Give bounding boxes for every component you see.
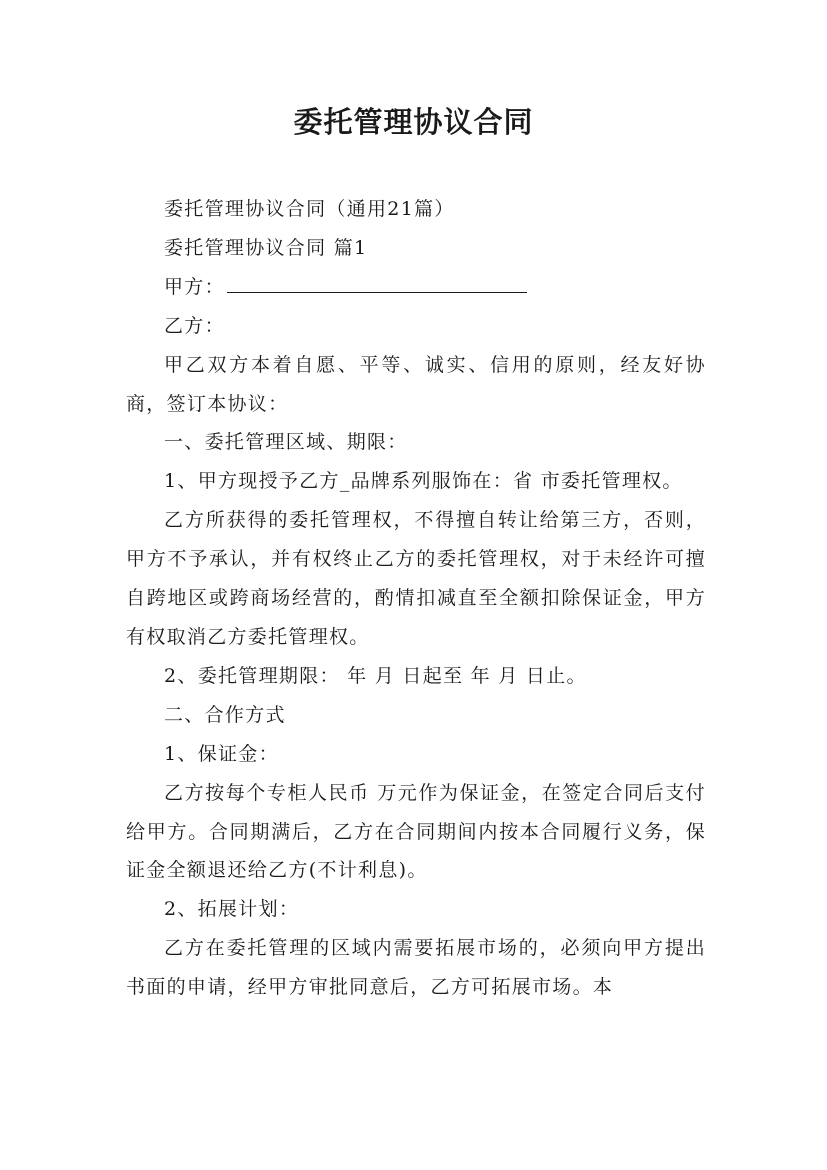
paragraph: 委托管理协议合同 篇1: [164, 236, 368, 259]
paragraph: 二、合作方式: [164, 703, 286, 726]
party-a-blank-underline: [227, 291, 527, 293]
paragraph: 委托管理协议合同（通用21篇）: [164, 198, 455, 220]
paragraph: 一、委托管理区域、期限：: [164, 431, 408, 454]
paragraph: 乙方：: [164, 314, 225, 337]
paragraph: 2、拓展计划：: [164, 898, 300, 921]
document-body: [126, 190, 706, 1007]
party-a-line: [126, 268, 706, 307]
paragraph: 甲方：: [164, 275, 225, 298]
paragraph: 2、委托管理期限： 年 月 日起至 年 月 日止。: [164, 664, 587, 687]
paragraph: 甲乙双方本着自愿、平等、诚实、信用的原则，经友好协商，签订本协议：: [126, 353, 706, 415]
paragraph: 乙方在委托管理的区域内需要拓展市场的，必须向甲方提出书面的申请，经甲方审批同意后，乙方可拓展市场。本: [126, 937, 706, 999]
paragraph: 乙方按每个专柜人民币 万元作为保证金，在签定合同后支付给甲方。合同期满后，乙方在合同期间内按本合同履行义务，保证金全额退还给乙方(不计利息)。: [126, 781, 706, 882]
paragraph: 1、保证金：: [164, 742, 279, 765]
paragraph: 乙方所获得的委托管理权，不得擅自转让给第三方，否则，甲方不予承认，并有权终止乙方的委托管理权，对于未经许可擅自跨地区或跨商场经营的，酌情扣减直至全额扣除保证金，甲方有权取消乙方委托管理权。: [126, 509, 706, 648]
document-title: 委托管理协议合同: [293, 105, 534, 139]
paragraph: 1、甲方现授予乙方_品牌系列服饰在：省 市委托管理权。: [164, 470, 683, 493]
